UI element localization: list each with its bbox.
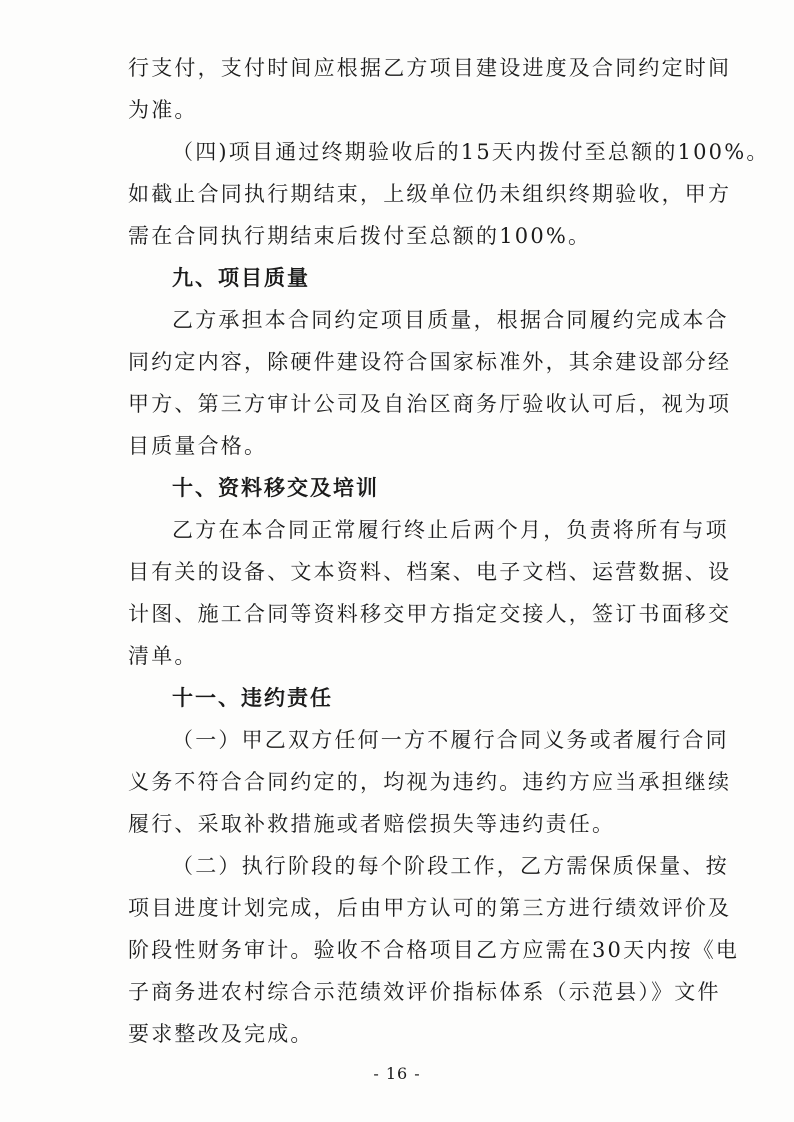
body-text-line: 子商务进农村综合示范绩效评价指标体系（示范县）》文件 [128, 980, 721, 1004]
section-heading-materials: 十、资料移交及培训 [172, 476, 379, 500]
body-text-line: 同约定内容，除硬件建设符合国家标准外，其余建设部分经 [128, 350, 732, 374]
body-text-line: 如截止合同执行期结束，上级单位仍未组织终期验收，甲方 [128, 182, 732, 206]
body-text-line: 要求整改及完成。 [128, 1022, 314, 1046]
body-text-line: 清单。 [128, 644, 198, 668]
body-text-line: 计图、施工合同等资料移交甲方指定交接人，签订书面移交 [128, 602, 732, 626]
page-number: - 16 - [373, 1064, 421, 1083]
body-text-line: 阶段性财务审计。验收不合格项目乙方应需在30天内按《电 [128, 938, 740, 962]
body-text-line: （二）执行阶段的每个阶段工作，乙方需保质保量、按 [172, 854, 729, 878]
body-text-line: 履行、采取补救措施或者赔偿损失等违约责任。 [128, 812, 616, 836]
section-heading-breach: 十一、违约责任 [172, 686, 333, 710]
body-text-line: 目质量合格。 [128, 434, 268, 458]
body-text-line: 需在合同执行期结束后拨付至总额的100%。 [128, 224, 592, 248]
body-text-line: 行支付，支付时间应根据乙方项目建设进度及合同约定时间 [128, 56, 732, 80]
body-text-line: 目有关的设备、文本资料、档案、电子文档、运营数据、设 [128, 560, 732, 584]
body-text-line: 乙方在本合同正常履行终止后两个月，负责将所有与项 [172, 518, 729, 542]
section-heading-quality: 九、项目质量 [172, 266, 310, 290]
body-text-line: （一）甲乙双方任何一方不履行合同义务或者履行合同 [172, 728, 729, 752]
body-text-line: （四)项目通过终期验收后的15天内拨付至总额的100%。 [172, 140, 770, 164]
body-text-line: 项目进度计划完成，后由甲方认可的第三方进行绩效评价及 [128, 896, 732, 920]
body-text-line: 为准。 [128, 98, 198, 122]
body-text-line: 乙方承担本合同约定项目质量，根据合同履约完成本合 [172, 308, 729, 332]
body-text-line: 甲方、第三方审计公司及自治区商务厅验收认可后，视为项 [128, 392, 732, 416]
body-text-line: 义务不符合合同约定的，均视为违约。违约方应当承担继续 [128, 770, 732, 794]
